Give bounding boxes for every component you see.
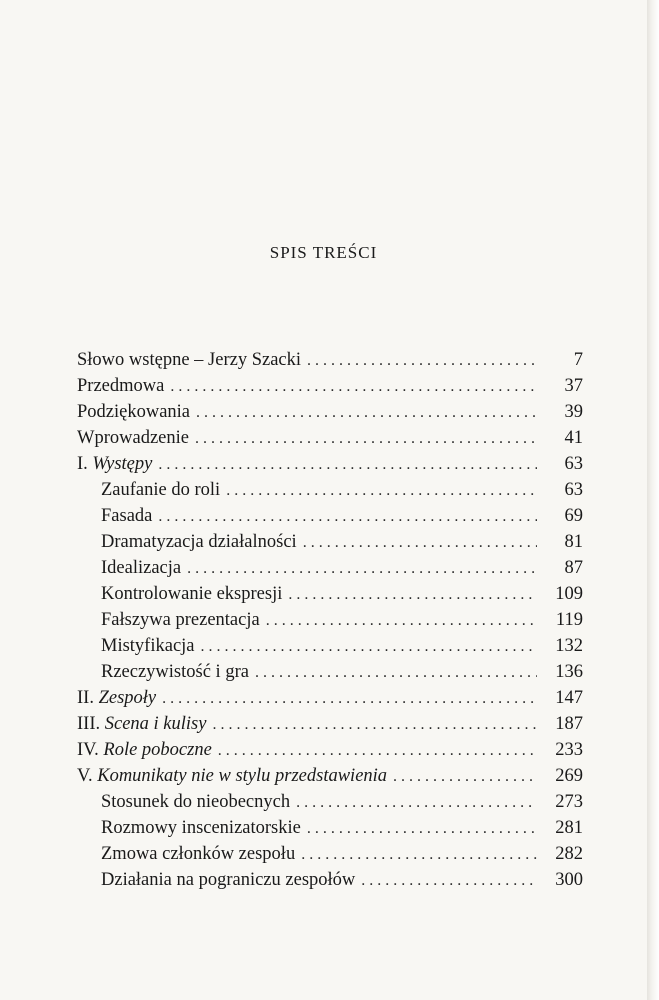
toc-entry-title (77, 763, 393, 789)
toc-entry-leader-dots (288, 582, 537, 608)
toc-entry-page-number: 282 (555, 844, 583, 864)
toc-entry-title (77, 425, 195, 451)
toc-entry-page-number: 109 (555, 584, 583, 604)
toc-entry-title-text: Stosunek do nieobecnych (101, 792, 291, 812)
toc-entry-title (77, 399, 196, 425)
toc-entry-leader-dots (296, 790, 537, 816)
toc-entry-title (101, 581, 288, 607)
toc-entry-title-text: Zaufanie do roli (101, 480, 221, 500)
toc-entry-number: IV. (77, 740, 104, 760)
toc-entry-page-number: 39 (564, 402, 583, 422)
toc-entry-page-number: 81 (564, 532, 583, 552)
toc-entry (77, 399, 583, 425)
toc-entry-leader-dots (307, 816, 537, 842)
toc-entry (77, 815, 583, 841)
toc-entry (77, 529, 583, 555)
toc-entry (77, 555, 583, 581)
toc-entry-page-number: 7 (573, 350, 583, 370)
toc-entry-page-number: 63 (564, 480, 583, 500)
toc-entry-number: III. (77, 714, 105, 734)
toc-entry (77, 789, 583, 815)
toc-entry-page-number: 119 (555, 610, 583, 630)
toc-entry-title-text: Role poboczne (103, 740, 212, 760)
toc-entry-page-number: 269 (555, 766, 583, 786)
toc-entry-leader-dots (158, 504, 537, 530)
toc-entry (77, 347, 583, 373)
toc-entry-title (101, 841, 301, 867)
toc-entry-title (101, 633, 201, 659)
toc-entry-page-number: 233 (555, 740, 583, 760)
toc-entry-title-text: Podziękowania (77, 402, 191, 422)
toc-entry-title (77, 711, 212, 737)
toc-entry-title-text: Zmowa członków zespołu (101, 844, 296, 864)
toc-entry-title (101, 789, 296, 815)
toc-entry-title-text: Rozmowy inscenizatorskie (101, 818, 301, 838)
toc-entry (77, 607, 583, 633)
toc-entry-title (101, 815, 307, 841)
toc-entry-leader-dots (170, 374, 537, 400)
toc-entry-leader-dots (307, 348, 537, 374)
toc-entry-page-number: 273 (555, 792, 583, 812)
toc-entry (77, 451, 583, 477)
page-title: SPIS TREŚCI (269, 243, 378, 262)
toc-entry-title (77, 373, 170, 399)
toc-entry-title-text: Słowo wstępne – Jerzy Szacki (77, 350, 302, 370)
toc-entry-leader-dots (187, 556, 537, 582)
toc-entry-page-number: 187 (555, 714, 583, 734)
toc-entry (77, 373, 583, 399)
toc-entry-title (77, 347, 307, 373)
toc-entry-title (77, 685, 162, 711)
toc-entry-title (101, 607, 266, 633)
toc-entry-leader-dots (266, 608, 537, 634)
toc-entry-title (101, 659, 255, 685)
page-edge (647, 0, 659, 1000)
toc-entry-title (101, 503, 158, 529)
toc-entry-page-number: 41 (564, 428, 583, 448)
toc-entry (77, 685, 583, 711)
toc-entry-leader-dots (303, 530, 537, 556)
toc-entry-leader-dots (301, 842, 537, 868)
toc-entry-title (101, 477, 226, 503)
toc-entry-title-text: Rzeczywistość i gra (101, 662, 249, 682)
toc-entry-page-number: 63 (564, 454, 583, 474)
toc-entry-page-number: 69 (564, 506, 583, 526)
toc-entry-number: I. (77, 454, 93, 474)
toc-entry-number: V. (77, 766, 98, 786)
toc-entry-title-text: Idealizacja (101, 558, 182, 578)
toc-entry-title-text: Działania na pograniczu zespołów (101, 870, 356, 890)
toc-entry-leader-dots (201, 634, 537, 660)
toc-entry-leader-dots (162, 686, 537, 712)
toc-entry (77, 659, 583, 685)
toc-entry (77, 503, 583, 529)
toc-entry-title-text: Wprowadzenie (77, 428, 189, 448)
toc-entry (77, 867, 583, 893)
toc-entry (77, 711, 583, 737)
toc-entry-page-number: 300 (555, 870, 583, 890)
toc-entry-title-text: Fasada (101, 506, 153, 526)
toc-entry (77, 841, 583, 867)
toc-entry (77, 763, 583, 789)
toc-entry-leader-dots (195, 426, 537, 452)
toc-entry-page-number: 37 (564, 376, 583, 396)
toc-entry-number: II. (77, 688, 99, 708)
toc-entry-leader-dots (393, 764, 537, 790)
toc-entry-page-number: 136 (555, 662, 583, 682)
toc-entry-page-number: 132 (555, 636, 583, 656)
toc-entry-title (77, 451, 158, 477)
toc-entry-leader-dots (218, 738, 537, 764)
toc-entry-title-text: Dramatyzacja działalności (101, 532, 297, 552)
toc-entry-title-text: Kontrolowanie ekspresji (101, 584, 283, 604)
toc-entry-title (77, 737, 218, 763)
toc-entry-title-text: Scena i kulisy (104, 714, 207, 734)
toc-entry (77, 477, 583, 503)
toc-entry-title-text: Komunikaty nie w stylu przedstawienia (97, 766, 388, 786)
toc-entry-leader-dots (158, 452, 537, 478)
toc-entry-title (101, 555, 187, 581)
toc-entry (77, 581, 583, 607)
table-of-contents (77, 347, 583, 893)
toc-entry (77, 737, 583, 763)
toc-entry-page-number: 147 (555, 688, 583, 708)
toc-entry-leader-dots (196, 400, 537, 426)
toc-entry-title-text: Przedmowa (77, 376, 165, 396)
toc-entry-title-text: Fałszywa prezentacja (101, 610, 260, 630)
toc-entry-title-text: Mistyfikacja (101, 636, 195, 656)
toc-entry-title-text: Zespoły (98, 688, 157, 708)
toc-entry-title (101, 529, 303, 555)
toc-entry (77, 633, 583, 659)
toc-entry (77, 425, 583, 451)
toc-entry-title (101, 867, 361, 893)
toc-entry-leader-dots (226, 478, 537, 504)
toc-entry-page-number: 281 (555, 818, 583, 838)
toc-entry-leader-dots (361, 868, 537, 894)
toc-entry-title-text: Występy (92, 454, 153, 474)
toc-entry-leader-dots (255, 660, 537, 686)
toc-entry-page-number: 87 (564, 558, 583, 578)
toc-entry-leader-dots (212, 712, 537, 738)
